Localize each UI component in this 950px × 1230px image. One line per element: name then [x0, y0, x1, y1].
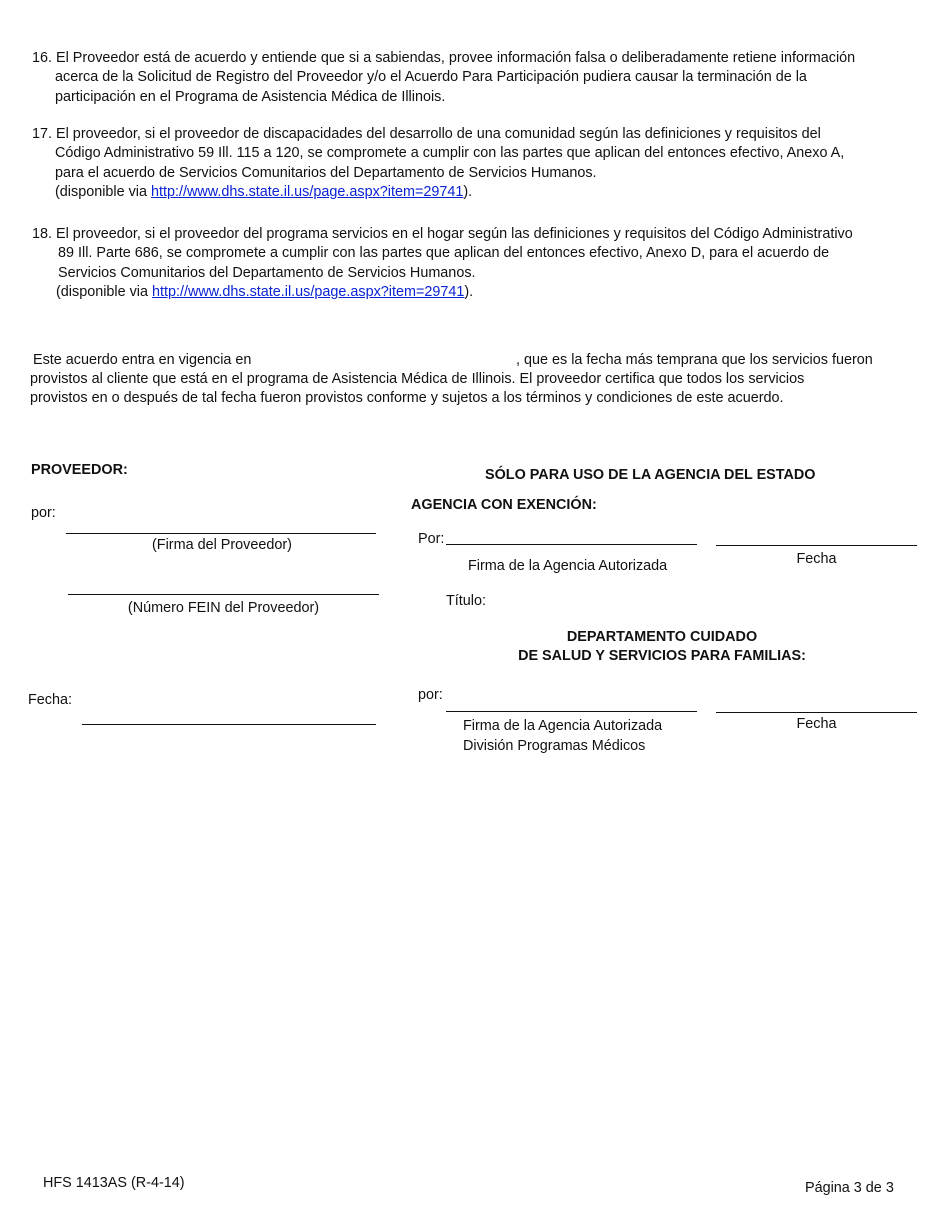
availability-prefix: (disponible via	[55, 184, 151, 201]
provider-por-label: por:	[31, 505, 56, 521]
availability-prefix: (disponible via	[56, 284, 152, 301]
dept-heading-line-2: DE SALUD Y SERVICIOS PARA FAMILIAS:	[518, 648, 806, 664]
clause-text-line: para el acuerdo de Servicios Comunitarios del Departamento de Servicios Humanos.	[55, 164, 597, 181]
exempt-agency-heading: AGENCIA CON EXENCIÓN:	[411, 497, 597, 513]
dept-heading-line-1: DEPARTAMENTO CUIDADO	[566, 629, 758, 645]
clause-text-line: El proveedor, si el proveedor del programa servicios en el hogar según las definiciones y requisitos del Código Administrativo	[56, 226, 853, 242]
dept-division: División Programas Médicos	[463, 738, 646, 754]
provider-fein-line[interactable]	[68, 594, 379, 595]
page-number: Página 3 de 3	[805, 1180, 894, 1196]
clause-text-line: acerca de la Solicitud de Registro del Proveedor y/o el Acuerdo Para Participación pudiera causar la terminación de la	[55, 69, 807, 86]
clause-number: 17.	[32, 126, 53, 142]
effective-line-3: provistos en o después de tal fecha fueron provistos conforme y sujetos a los términos y condiciones de este acuerdo.	[30, 390, 784, 406]
dhs-link[interactable]: http://www.dhs.state.il.us/page.aspx?item=29741	[151, 184, 464, 201]
dept-date-line[interactable]	[716, 712, 917, 713]
provider-heading: PROVEEDOR:	[31, 462, 128, 478]
dept-signature-line[interactable]	[446, 711, 697, 712]
clause-number: 18.	[32, 226, 53, 242]
dept-por-label: por:	[418, 687, 443, 703]
provider-date-line[interactable]	[82, 724, 376, 725]
agency-signature-line[interactable]	[446, 544, 697, 545]
availability-line	[32, 283, 922, 302]
clause-text-line: El proveedor, si el proveedor de discapacidades del desarrollo de una comunidad según las definiciones y requisitos del	[56, 126, 821, 142]
effective-line-2: provistos al cliente que está en el programa de Asistencia Médica de Illinois. El proveedor certifica que todos los servicios	[30, 371, 805, 387]
agency-signature-caption: Firma de la Agencia Autorizada	[468, 558, 668, 574]
clause-number: 16.	[32, 50, 53, 66]
availability-line	[32, 183, 922, 202]
availability-suffix: ).	[464, 284, 474, 301]
clause-18	[32, 225, 922, 303]
provider-signature-line[interactable]	[66, 533, 376, 534]
clause-text-line: El Proveedor está de acuerdo y entiende que si a sabiendas, provee información falsa o deliberadamente retiene información	[56, 50, 856, 66]
provider-signature-caption: (Firma del Proveedor)	[152, 537, 292, 553]
clause-16	[32, 49, 922, 107]
agency-date-caption: Fecha	[796, 551, 837, 567]
effective-prefix: Este acuerdo entra en vigencia en	[33, 352, 252, 368]
agency-title-label: Título:	[446, 593, 486, 609]
effective-suffix: , que es la fecha más temprana que los servicios fueron	[516, 352, 873, 368]
clause-17	[32, 125, 922, 203]
agency-por-label: Por:	[418, 531, 445, 547]
effective-date-field[interactable]	[274, 354, 512, 370]
provider-fein-caption: (Número FEIN del Proveedor)	[127, 600, 320, 616]
dept-date-caption: Fecha	[796, 716, 837, 732]
clause-text-line: participación en el Programa de Asistencia Médica de Illinois.	[55, 88, 446, 105]
provider-date-label: Fecha:	[28, 692, 72, 708]
clause-text-line: Código Administrativo 59 Ill. 115 a 120, se compromete a cumplir con las partes que aplican del entonces efectivo, Anexo A,	[55, 145, 845, 162]
dhs-link[interactable]: http://www.dhs.state.il.us/page.aspx?item=29741	[152, 284, 465, 301]
clause-text-line: 89 Ill. Parte 686, se compromete a cumplir con las partes que aplican del entonces efectivo, Anexo D, para el acuerdo de	[58, 245, 830, 262]
form-id: HFS 1413AS (R-4-14)	[43, 1175, 185, 1191]
availability-suffix: ).	[463, 184, 473, 201]
agency-heading: SÓLO PARA USO DE LA AGENCIA DEL ESTADO	[485, 467, 816, 483]
agency-date-line[interactable]	[716, 545, 917, 546]
dept-signature-caption: Firma de la Agencia Autorizada	[463, 718, 663, 734]
clause-text-line: Servicios Comunitarios del Departamento de Servicios Humanos.	[58, 264, 476, 281]
